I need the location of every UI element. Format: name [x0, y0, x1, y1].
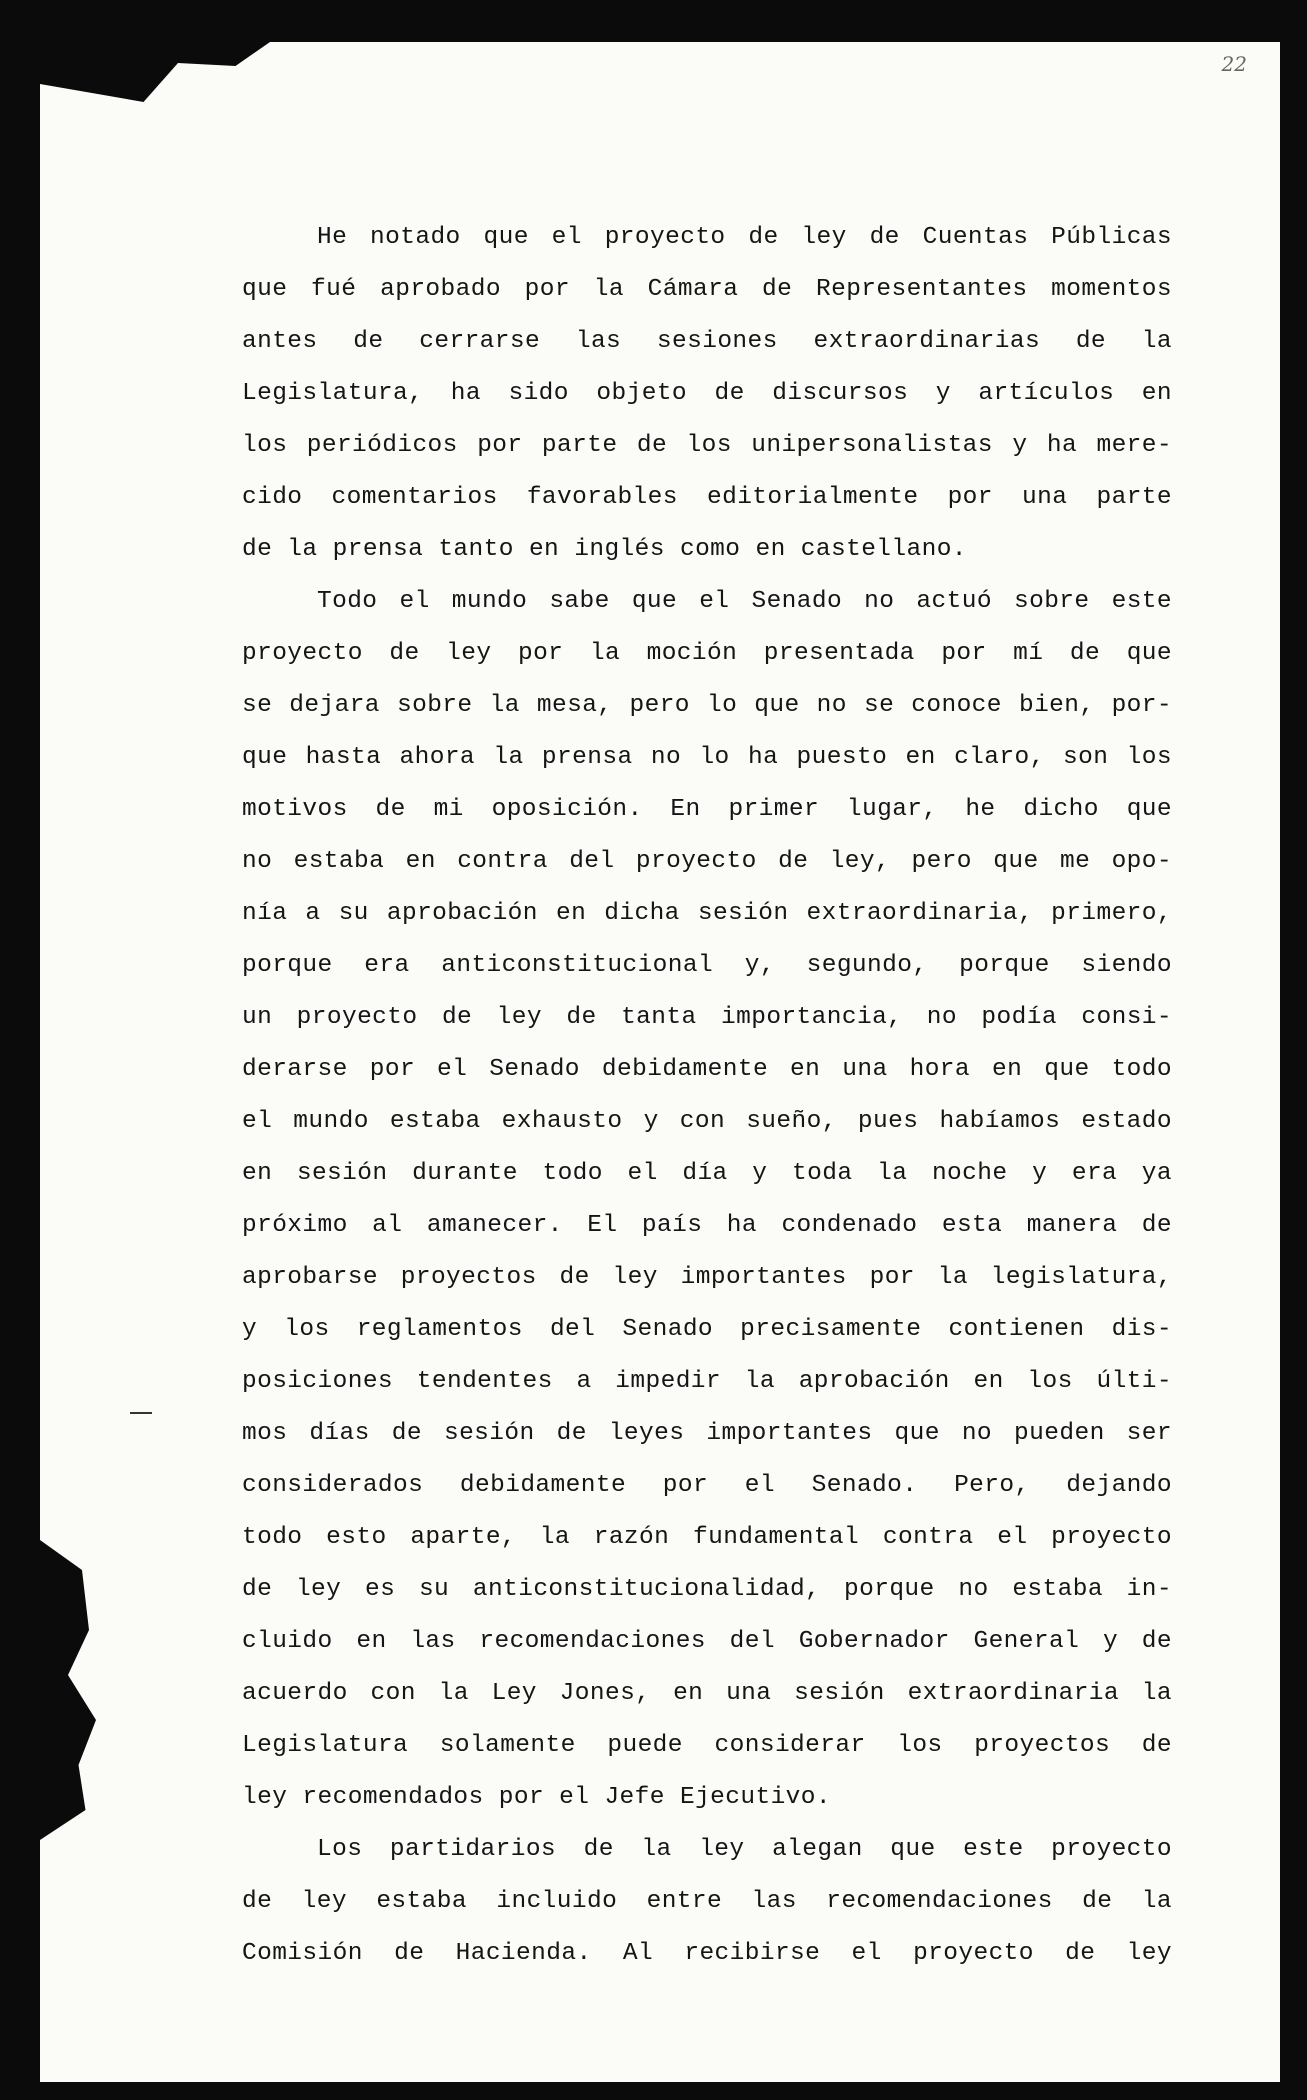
text-line: de ley estaba incluido entre las recomendaciones de la [242, 1888, 1172, 1915]
text-line: de ley es su anticonstitucionalidad, porque no estaba in- [242, 1576, 1172, 1603]
text-line: los periódicos por parte de los unipersonalistas y ha mere- [242, 432, 1172, 459]
text-line: nía a su aprobación en dicha sesión extraordinaria, primero, [242, 900, 1172, 927]
text-line: derarse por el Senado debidamente en una hora en que todo [242, 1056, 1172, 1083]
text-line: Comisión de Hacienda. Al recibirse el proyecto de ley [242, 1940, 1172, 1967]
text-line: acuerdo con la Ley Jones, en una sesión extraordinaria la [242, 1680, 1172, 1707]
text-line: cido comentarios favorables editorialmente por una parte [242, 484, 1172, 511]
text-line: porque era anticonstitucional y, segundo, porque siendo [242, 952, 1172, 979]
text-line: próximo al amanecer. El país ha condenado esta manera de [242, 1212, 1172, 1239]
text-line: un proyecto de ley de tanta importancia, no podía consi- [242, 1004, 1172, 1031]
text-line: mos días de sesión de leyes importantes que no pueden ser [242, 1420, 1172, 1447]
text-line: antes de cerrarse las sesiones extraordinarias de la [242, 328, 1172, 355]
text-line: que fué aprobado por la Cámara de Representantes momentos [242, 276, 1172, 303]
text-line: aprobarse proyectos de ley importantes por la legislatura, [242, 1264, 1172, 1291]
text-line: Los partidarios de la ley alegan que este proyecto [317, 1836, 1172, 1863]
text-line: ley recomendados por el Jefe Ejecutivo. [242, 1784, 831, 1811]
text-line: motivos de mi oposición. En primer lugar, he dicho que [242, 796, 1172, 823]
text-line: no estaba en contra del proyecto de ley, pero que me opo- [242, 848, 1172, 875]
text-line: que hasta ahora la prensa no lo ha puesto en claro, son los [242, 744, 1172, 771]
margin-mark [130, 1412, 152, 1414]
page-number: 22 [1221, 52, 1247, 76]
text-line: y los reglamentos del Senado precisamente contienen dis- [242, 1316, 1172, 1343]
body-text [242, 212, 1172, 1980]
text-line: en sesión durante todo el día y toda la noche y era ya [242, 1160, 1172, 1187]
text-line: todo esto aparte, la razón fundamental contra el proyecto [242, 1524, 1172, 1551]
text-line: el mundo estaba exhausto y con sueño, pues habíamos estado [242, 1108, 1172, 1135]
text-line: proyecto de ley por la moción presentada por mí de que [242, 640, 1172, 667]
torn-top-edge [200, 0, 1280, 18]
text-line: He notado que el proyecto de ley de Cuentas Públicas [317, 224, 1172, 251]
text-line: Legislatura, ha sido objeto de discursos y artículos en [242, 380, 1172, 407]
text-line: Todo el mundo sabe que el Senado no actuó sobre este [317, 588, 1172, 615]
text-line: se dejara sobre la mesa, pero lo que no se conoce bien, por- [242, 692, 1172, 719]
text-line: cluido en las recomendaciones del Gobernador General y de [242, 1628, 1172, 1655]
text-line: Legislatura solamente puede considerar los proyectos de [242, 1732, 1172, 1759]
text-line: considerados debidamente por el Senado. Pero, dejando [242, 1472, 1172, 1499]
text-line: de la prensa tanto en inglés como en castellano. [242, 536, 967, 563]
text-line: posiciones tendentes a impedir la aprobación en los últi- [242, 1368, 1172, 1395]
